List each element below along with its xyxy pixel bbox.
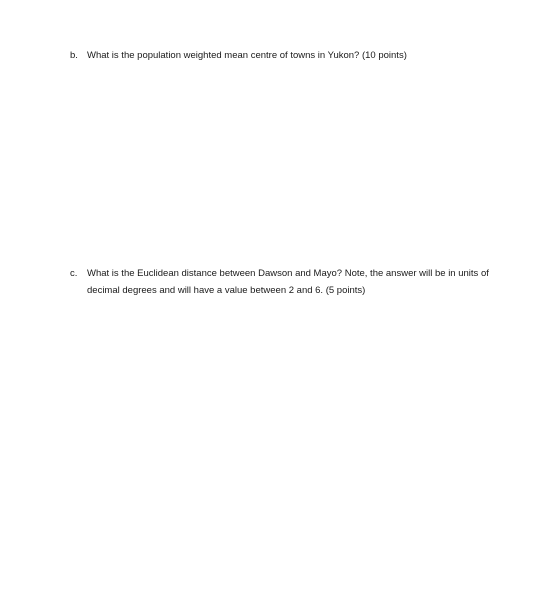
question-c-text: What is the Euclidean distance between Dawson and Mayo? Note, the answer will be in units of decimal degrees and will have a value between 2 and 6. (5 points) [87,268,489,296]
question-c [70,265,530,299]
question-b-text: What is the population weighted mean centre of towns in Yukon? (10 points) [87,50,407,61]
question-b-marker: b. [70,50,78,61]
question-b [70,47,530,64]
question-c-marker: c. [70,268,78,279]
